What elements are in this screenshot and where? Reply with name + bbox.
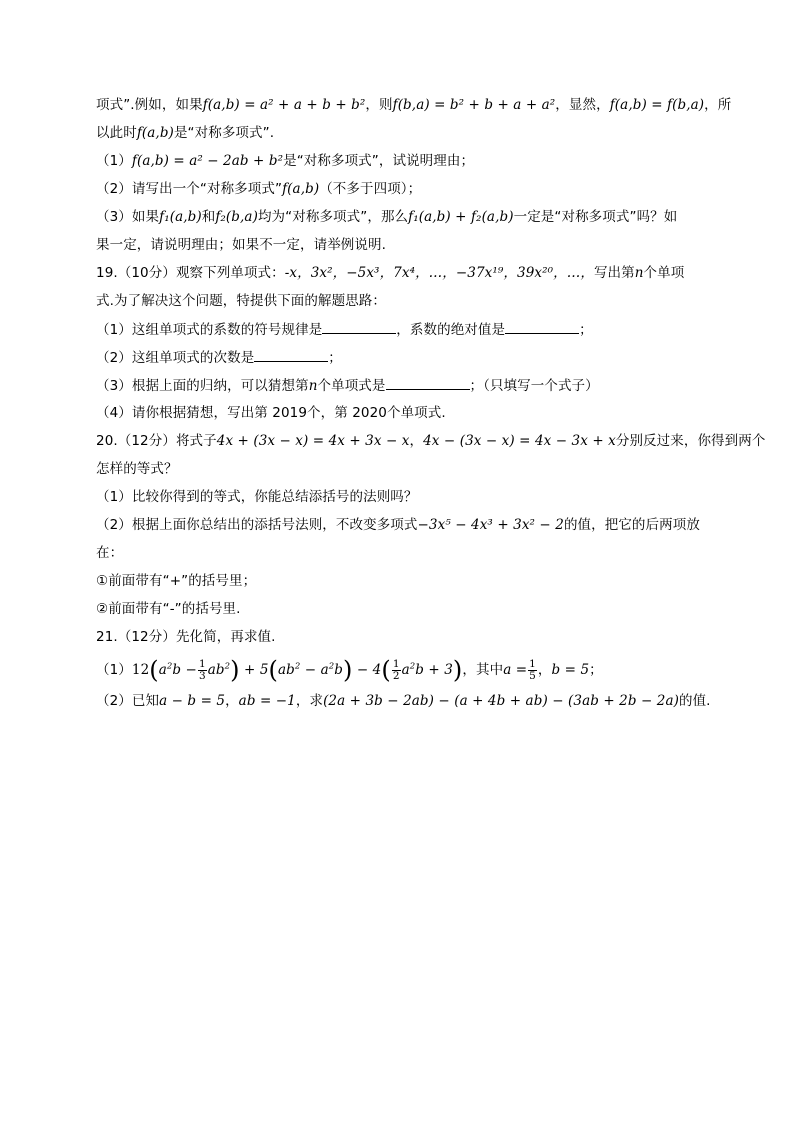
text: ，显然， <box>555 97 610 113</box>
text: （1）比较你得到的等式，你能总结添括号的法则吗？ <box>96 489 418 505</box>
text: 写出第 <box>593 265 635 281</box>
expression-term: $a^2b + 3$ <box>401 661 453 678</box>
text: （3）如果 <box>96 209 160 225</box>
question-number: 20.（12分）将式子 <box>96 433 217 449</box>
formula: f(a,b) = f(b,a) <box>609 97 705 113</box>
fraction-one-half: $\frac{1}{2}$ <box>392 657 400 682</box>
q19-part-4 <box>96 404 700 422</box>
text: 均为“对称多项式”，那么 <box>257 209 409 225</box>
condition: ab = −1 <box>238 693 296 709</box>
text: ， <box>537 662 552 678</box>
equation: 4x + (3x − x) = 4x + 3x − x <box>216 433 410 449</box>
text: （2）已知 <box>96 693 160 709</box>
variable-n: n <box>308 378 318 394</box>
expression-term: + 5 <box>239 662 269 678</box>
text: ； <box>579 322 593 338</box>
text: 的值. <box>678 693 711 709</box>
q21-intro <box>96 628 700 646</box>
equation: 4x − (3x − x) = 4x − 3x + x <box>423 433 616 449</box>
condition-a: a = <box>503 662 528 678</box>
q19-part-3 <box>96 376 700 394</box>
expression-term: $a^2b$ − <box>158 661 197 678</box>
q18-part-1 <box>96 152 700 170</box>
formula: f(a,b) <box>282 181 320 197</box>
condition: a − b = 5 <box>159 693 226 709</box>
paren: ( <box>268 656 278 684</box>
text: ； <box>589 662 603 678</box>
text: （3）根据上面的归纳，可以猜想第 <box>96 378 309 394</box>
condition-b: b = 5 <box>551 662 590 678</box>
text: ，系数的绝对值是 <box>396 322 506 338</box>
fraction-one-fifth: $\frac{1}{5}$ <box>529 657 536 682</box>
text: （4）请你根据猜想，写出第 2019个，第 2020个单项式. <box>96 405 446 421</box>
text: 和 <box>201 209 216 225</box>
text: 怎样的等式？ <box>96 461 178 477</box>
text: 的值，把它的后两项放 <box>563 517 700 533</box>
text: 是“对称多项式”，试说明理由； <box>283 153 475 169</box>
q20-choice-1 <box>96 572 700 590</box>
variable-n: n <box>634 265 644 281</box>
q21-part-1 <box>96 656 700 684</box>
q18-part-2 <box>96 180 700 198</box>
answer-blank[interactable] <box>322 320 396 334</box>
formula: f(a,b) = a² − 2ab + b² <box>131 153 284 169</box>
intro-line-1 <box>96 96 732 114</box>
question-number: 19.（10分）观察下列单项式： <box>96 265 285 281</box>
expression-term: $ab^2$ <box>207 661 231 678</box>
q20-intro-line-1 <box>96 432 766 450</box>
text: 项式”.例如，如果 <box>96 97 203 113</box>
text: ； <box>328 350 342 366</box>
paren: ) <box>343 656 353 684</box>
text: 一定是“对称多项式”吗？如 <box>513 209 678 225</box>
q19-intro-line-1 <box>96 264 700 282</box>
text: ， <box>225 693 239 709</box>
intro-line-2 <box>96 124 700 142</box>
text: 式.为了解决这个问题，特提供下面的解题思路： <box>96 293 386 309</box>
answer-blank[interactable] <box>254 348 328 362</box>
question-number: 21.（12分）先化简，再求值. <box>96 629 276 645</box>
q20-part-2-line-1 <box>96 516 700 534</box>
text: 个单项式是 <box>317 378 386 394</box>
paren: ) <box>230 656 240 684</box>
q20-intro-line-2 <box>96 460 700 478</box>
text: 个单项 <box>643 265 685 281</box>
text: （2）根据上面你总结出的添括号法则，不改变多项式 <box>96 517 418 533</box>
formula: f₂(b,a) <box>215 209 258 225</box>
paren: ( <box>381 656 391 684</box>
paren: ) <box>452 656 463 684</box>
fraction-one-third: $\frac{1}{3}$ <box>198 657 206 682</box>
formula: f(a,b) <box>136 125 174 141</box>
part-label: （1） <box>96 662 132 678</box>
text: 在： <box>96 545 124 561</box>
q21-part-2 <box>96 692 711 710</box>
q20-part-1 <box>96 488 700 506</box>
q18-part-3-line-2 <box>96 236 700 254</box>
text: （2）请写出一个“对称多项式” <box>96 181 283 197</box>
formula: f(a,b) = a² + a + b + b² <box>202 97 366 113</box>
expression-12-paren: 12 <box>131 662 150 678</box>
text: ；（只填写一个式子） <box>469 378 599 394</box>
q20-part-2-line-2 <box>96 544 700 562</box>
monomial-sequence: -x，3x²，−5x³，7x⁴，…，−37x¹⁹，39x²⁰，…， <box>284 265 594 281</box>
document-content <box>96 96 766 720</box>
text: ②前面带有“-”的括号里. <box>96 601 241 617</box>
paren: ( <box>149 656 159 684</box>
text: 分别反过来，你得到两个 <box>615 433 766 449</box>
expression: (2a + 3b − 2ab) − (a + 4b + ab) − (3ab + 2b − 2a) <box>323 693 679 709</box>
text: ，其中 <box>462 662 504 678</box>
text: （1）这组单项式的系数的符号规律是 <box>96 322 323 338</box>
q19-part-2 <box>96 348 700 366</box>
text: ，则 <box>365 97 393 113</box>
q19-part-1 <box>96 320 700 338</box>
text: ，求 <box>295 693 324 709</box>
answer-blank[interactable] <box>386 376 470 390</box>
text: ， <box>409 433 424 449</box>
text: 以此时 <box>96 125 137 141</box>
text: （2）这组单项式的次数是 <box>96 350 255 366</box>
q19-intro-line-2 <box>96 292 700 310</box>
q20-choice-2 <box>96 600 700 618</box>
polynomial: −3x⁵ − 4x³ + 3x² − 2 <box>417 517 564 533</box>
text: （不多于四项）； <box>319 181 422 197</box>
text: ①前面带有“+”的括号里； <box>96 573 257 589</box>
text: ，所 <box>704 97 732 113</box>
q18-part-3-line-1 <box>96 208 700 226</box>
formula: f₁(a,b) <box>159 209 202 225</box>
expression-term: − 4 <box>352 662 382 678</box>
text: 果一定，请说明理由；如果不一定，请举例说明. <box>96 237 386 253</box>
formula: f₁(a,b) + f₂(a,b) <box>408 209 514 225</box>
formula: f(b,a) = b² + b + a + a² <box>392 97 556 113</box>
text: 是“对称多项式”. <box>173 125 275 141</box>
part-label: （1） <box>96 153 132 169</box>
answer-blank[interactable] <box>505 320 579 334</box>
expression-term: $ab^2 - a^2b$ <box>277 661 343 678</box>
